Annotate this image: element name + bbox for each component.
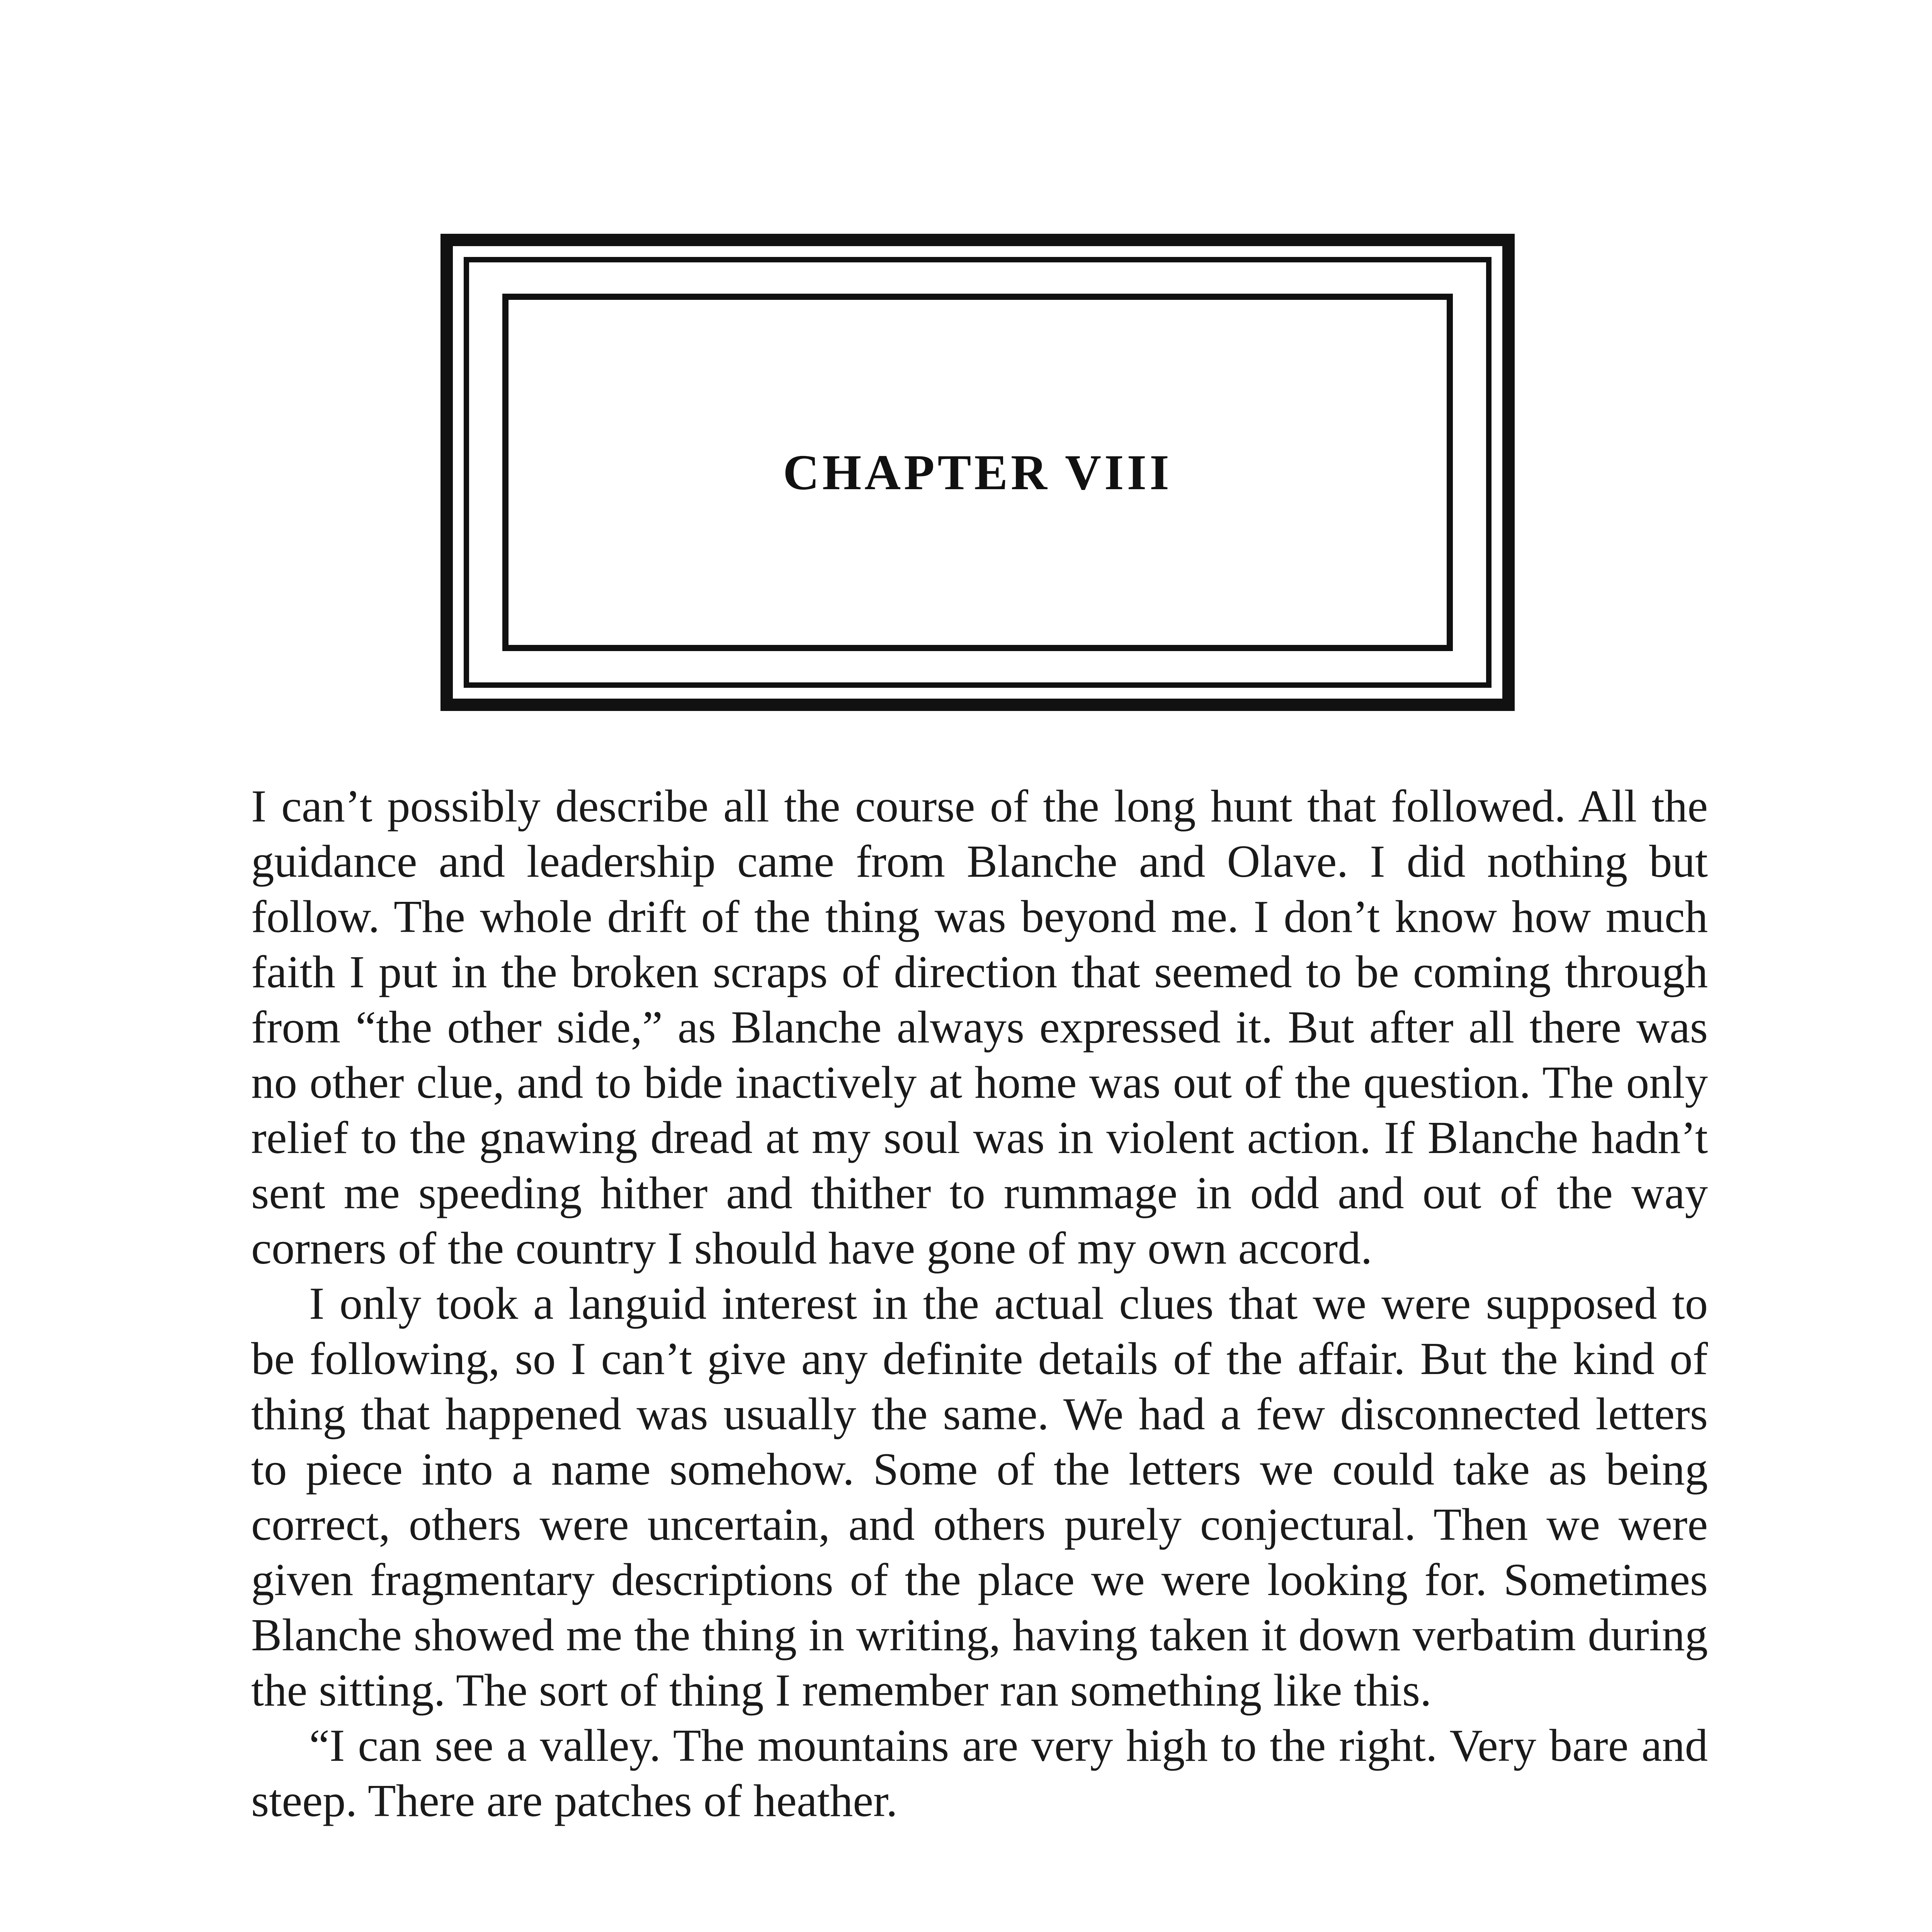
body-text-top xyxy=(251,779,1708,1828)
chapter-title: CHAPTER VIII xyxy=(783,444,1172,500)
chapter-frame-inner xyxy=(502,294,1453,651)
paragraph-opening: I can’t possibly describe all the course of the long hunt that followed. All the guidance and leadership came from Blanche and Olave. I did nothing but follow. The whole drift of the thing was beyond me. I don’t know how much faith I put in the broken scraps of direction that seemed to be coming through from “the other side,” as Blanche always expressed it. But after all there was no other clue, and to bide inactively at home was out of the question. The only relief to the gnawing dread at my soul was in violent action. If Blanche hadn’t sent me speeding hither and thither to rummage in odd and out of the way corners of the country I should have gone of my own accord. xyxy=(251,781,1708,1274)
paragraph-quote-start: “I can see a valley. The mountains are very high to the right. Very bare and steep. There are patches of heather. xyxy=(251,1720,1708,1826)
paragraph-clues: I only took a languid interest in the actual clues that we were supposed to be following, so I can’t give any definite details of the affair. But the kind of thing that happened was usually the same. We had a few disconnected letters to piece into a name somehow. Some of the letters we could take as being correct, others were uncertain, and others purely conjectural. Then we were given fragmentary descriptions of the place we were looking for. Sometimes Blanche showed me the thing in writing, having taken it down verbatim during the sitting. The sort of thing I remember ran something like this. xyxy=(251,1278,1708,1716)
